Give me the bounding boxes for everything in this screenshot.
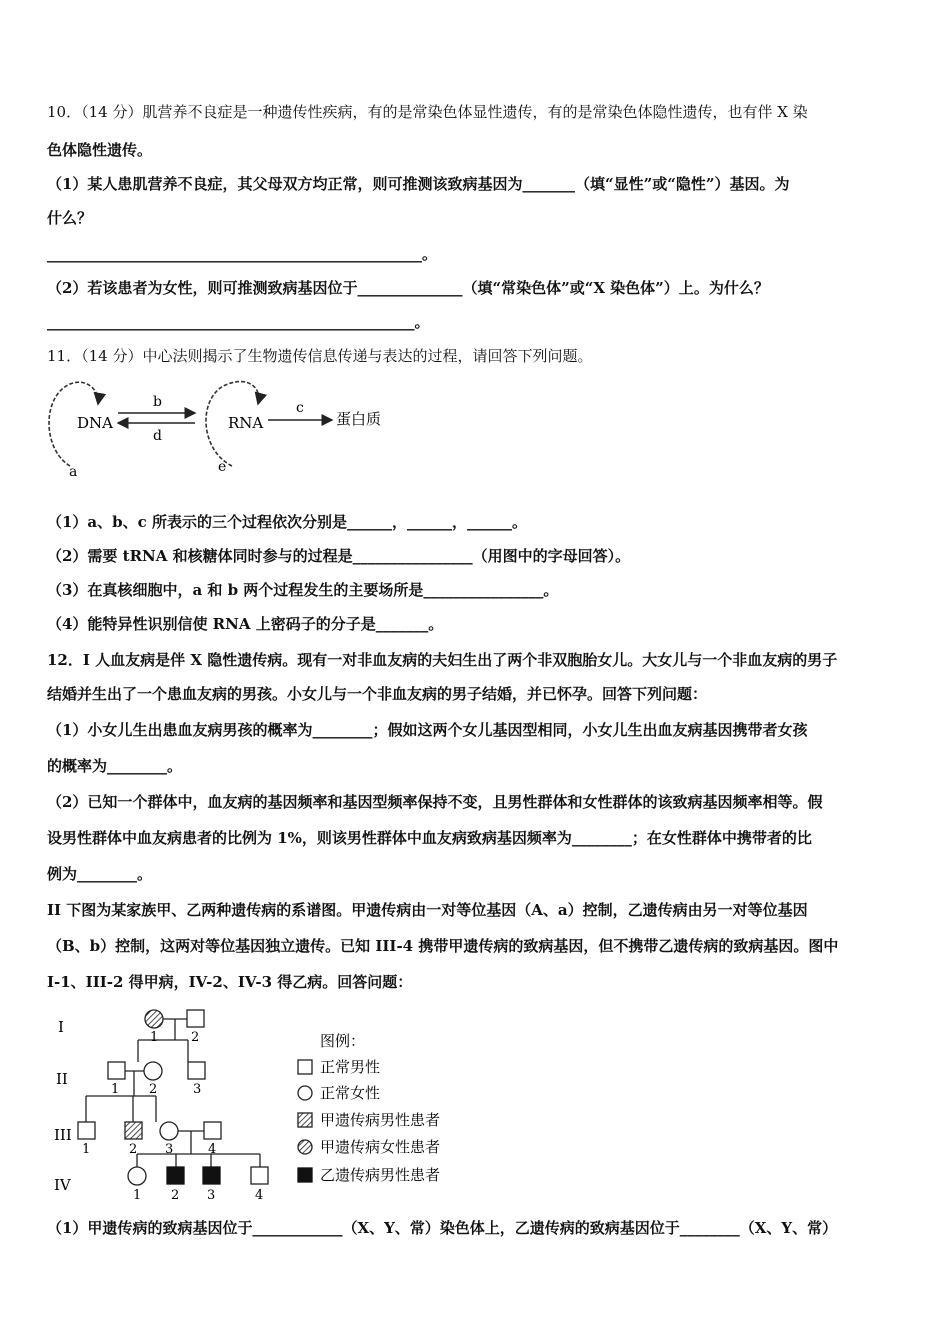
num-i2: 2 xyxy=(191,1030,200,1045)
ii2-normal-female xyxy=(144,1062,162,1080)
num-iv3: 3 xyxy=(207,1188,216,1203)
i2-normal-male xyxy=(187,1010,204,1027)
iii1-normal-male xyxy=(78,1122,95,1139)
dna-label: DNA xyxy=(77,414,113,432)
q12-line-4: 的概率为________。 xyxy=(47,757,183,775)
num-ii2: 2 xyxy=(149,1082,158,1097)
num-i1: 1 xyxy=(150,1030,159,1045)
iii4-normal-male xyxy=(204,1122,221,1139)
num-iv4: 4 xyxy=(255,1188,264,1203)
q11-sub1: （1）a、b、c 所表示的三个过程依次分别是______，______，______。 xyxy=(47,513,528,531)
label-c: c xyxy=(296,400,304,416)
num-iv2: 2 xyxy=(171,1188,180,1203)
q11-sub4: （4）能特异性识别信使 RNA 上密码子的分子是_______。 xyxy=(47,615,444,633)
label-e: e xyxy=(218,459,227,475)
iv4-normal-male xyxy=(251,1167,268,1184)
q12-line-1: 12．I 人血友病是伴 X 隐性遗传病。现有一对非血友病的夫妇生出了两个非双胞胎女儿。大女儿与一个非血友病的男子 xyxy=(47,651,838,669)
num-iii1: 1 xyxy=(82,1142,91,1157)
iii3-normal-female xyxy=(160,1122,178,1140)
q10-answer-blank-1: __________________________________________________。 xyxy=(47,245,438,263)
legend-b-male-symbol xyxy=(298,1168,312,1182)
q11-sub2: （2）需要 tRNA 和核糖体同时参与的过程是________________（用图中的字母回答）。 xyxy=(47,547,631,565)
q10-sub1: （1）某人患肌营养不良症，其父母双方均正常，则可推测该致病基因为_______（填“显性”或“隐性”）基因。为 xyxy=(47,175,790,193)
q12-line-10: I-1、III-2 得甲病，IV-2、IV-3 得乙病。回答问题： xyxy=(47,973,413,991)
num-iv1: 1 xyxy=(133,1188,142,1203)
legend-normal-female: 正常女性 xyxy=(320,1084,381,1102)
legend-normal-female-symbol xyxy=(298,1086,312,1100)
num-iii4: 4 xyxy=(208,1142,217,1157)
q10-answer-blank-2: _________________________________________________。 xyxy=(47,313,430,331)
label-d: d xyxy=(153,428,162,444)
gen-label-iv: IV xyxy=(54,1176,71,1194)
legend-a-male-symbol xyxy=(298,1113,312,1127)
num-ii1: 1 xyxy=(111,1082,120,1097)
label-b: b xyxy=(153,394,162,410)
q12-line-6: 设男性群体中血友病患者的比例为 1%，则该男性群体中血友病致病基因频率为________；在女性群体中携带者的比 xyxy=(47,829,812,847)
legend-normal-male-symbol xyxy=(298,1060,312,1074)
q11-intro: 11．（14 分）中心法则揭示了生物遗传信息传递与表达的过程，请回答下列问题。 xyxy=(47,347,593,365)
q12-line-5: （2）已知一个群体中，血友病的基因频率和基因型频率保持不变，且男性群体和女性群体的该致病基因频率相等。假 xyxy=(47,793,823,811)
num-ii3: 3 xyxy=(193,1082,202,1097)
ii3-normal-male xyxy=(188,1062,205,1079)
q12-line-9: （B、b）控制，这两对等位基因独立遗传。已知 III-4 携带甲遗传病的致病基因，但不携带乙遗传病的致病基因。图中 xyxy=(47,937,839,955)
legend-normal-male: 正常男性 xyxy=(320,1058,381,1076)
q12-line-7: 例为________。 xyxy=(47,865,153,883)
q12-line-3: （1）小女儿生出患血友病男孩的概率为________；假如这两个女儿基因型相同，小女儿生出血友病基因携带者女孩 xyxy=(47,721,808,739)
q11-sub3: （3）在真核细胞中，a 和 b 两个过程发生的主要场所是________________。 xyxy=(47,581,559,599)
i1-affected-female xyxy=(145,1010,163,1028)
iv2-disease-b-male xyxy=(167,1167,184,1184)
legend-a-female: 甲遗传病女性患者 xyxy=(320,1138,441,1156)
iv1-normal-female xyxy=(128,1167,146,1185)
protein-label: 蛋白质 xyxy=(336,410,382,428)
q12-line-2: 结婚并生出了一个患血友病的男孩。小女儿与一个非血友病的男子结婚，并已怀孕。回答下列问题： xyxy=(47,685,708,703)
legend-a-male: 甲遗传病男性患者 xyxy=(320,1111,441,1129)
q12-ii-sub1: （1）甲遗传病的致病基因位于____________（X、Y、常）染色体上，乙遗传病的致病基因位于________（X、Y、常） xyxy=(47,1219,838,1237)
gen-label-iii: III xyxy=(54,1126,72,1144)
gen-label-i: I xyxy=(58,1018,64,1036)
q10-line-2: 色体隐性遗传。 xyxy=(47,141,153,159)
num-iii3: 3 xyxy=(165,1142,174,1157)
num-iii2: 2 xyxy=(129,1142,138,1157)
label-a: a xyxy=(69,464,78,480)
gen-label-ii: II xyxy=(56,1070,68,1088)
iii2-affected-male xyxy=(125,1122,142,1139)
legend-title: 图例： xyxy=(320,1032,366,1050)
q10-sub2: （2）若该患者为女性，则可推测致病基因位于______________（填“常染色体”或“X 染色体”）上。为什么？ xyxy=(47,279,769,297)
iv3-disease-b-male xyxy=(203,1167,220,1184)
central-dogma-diagram xyxy=(40,374,400,484)
q12-line-8: II 下图为某家族甲、乙两种遗传病的系谱图。甲遗传病由一对等位基因（A、a）控制，乙遗传病由另一对等位基因 xyxy=(47,901,808,919)
q10-line-1: 10．（14 分）肌营养不良症是一种遗传性疾病，有的是常染色体显性遗传，有的是常染色体隐性遗传，也有伴 X 染 xyxy=(47,103,808,121)
legend-b-male: 乙遗传病男性患者 xyxy=(320,1166,441,1184)
rna-label: RNA xyxy=(228,414,264,432)
q10-sub1-cont: 什么？ xyxy=(47,209,93,227)
pedigree-chart xyxy=(48,1000,478,1210)
legend-a-female-symbol xyxy=(298,1140,312,1154)
ii1-normal-male xyxy=(108,1062,125,1079)
